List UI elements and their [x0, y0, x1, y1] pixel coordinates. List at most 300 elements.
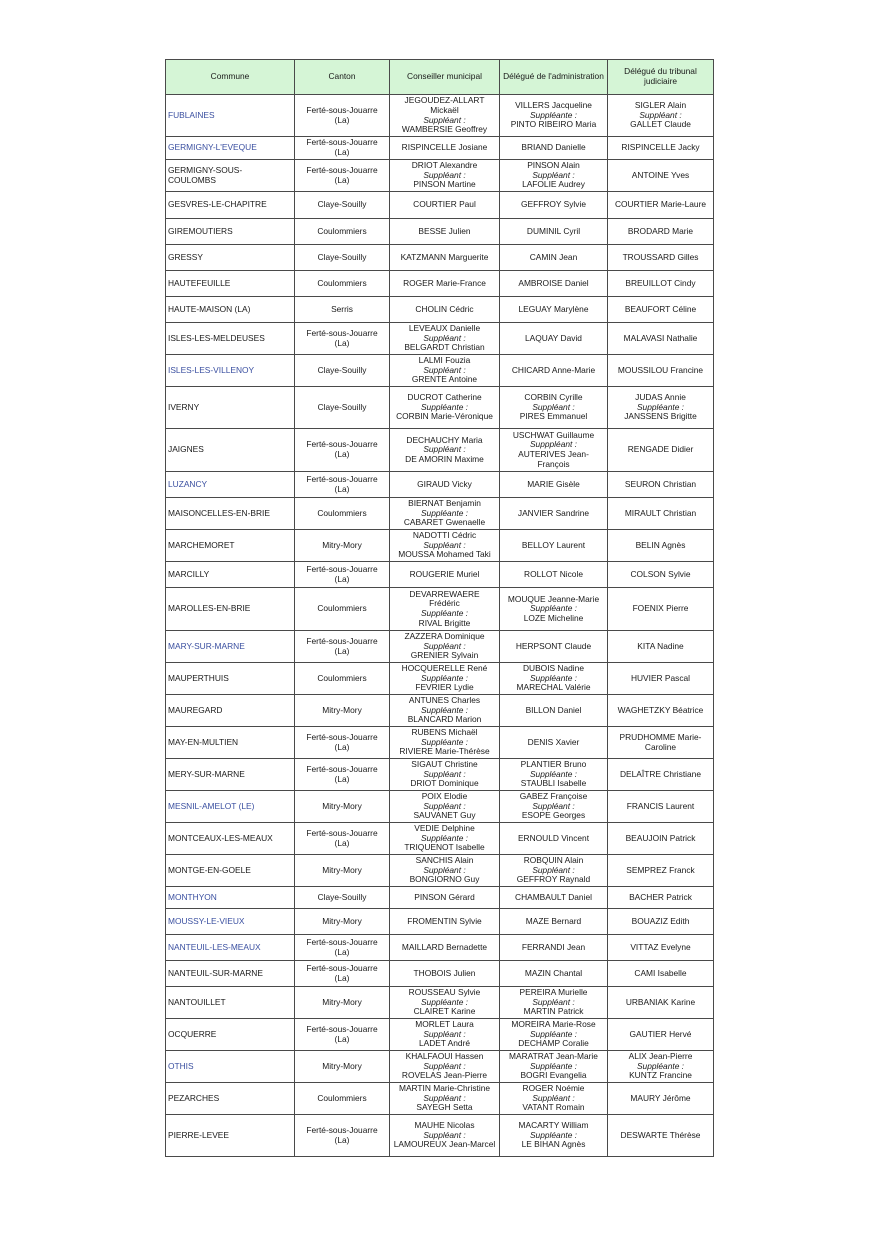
- cell-canton: [295, 219, 390, 245]
- cell-conseiller-line: TRIQUENOT Isabelle: [404, 842, 485, 853]
- cell-canton-line: Ferté-sous-Jouarre: [306, 137, 378, 148]
- cell-delegue-administration: [500, 95, 608, 137]
- cell-delegue-administration: [500, 823, 608, 855]
- table-row: [166, 663, 714, 695]
- cell-canton: [295, 355, 390, 387]
- cell-commune-line: MARCHEMORET: [168, 539, 235, 550]
- cell-canton-line: Ferté-sous-Jouarre: [306, 563, 378, 574]
- cell-delegue-tribunal-line: COURTIER Marie-Laure: [614, 199, 707, 210]
- cell-canton-line: Coulommiers: [317, 1092, 367, 1103]
- cell-canton-line: Ferté-sous-Jouarre: [306, 473, 378, 484]
- cell-conseiller: [390, 1115, 500, 1157]
- cell-conseiller: [390, 909, 500, 935]
- cell-canton: [295, 245, 390, 271]
- cell-canton-line: Coulommiers: [317, 672, 367, 683]
- cell-commune-line: LUZANCY: [168, 478, 208, 489]
- cell-canton-line: Mitry-Mory: [322, 915, 362, 926]
- cell-delegue-administration-line: ROGER Noémie: [522, 1083, 585, 1094]
- cell-conseiller: [390, 387, 500, 429]
- cell-delegue-administration-line: MACARTY William: [518, 1120, 589, 1131]
- cell-conseiller: [390, 95, 500, 137]
- header-conseiller: Conseiller municipal: [390, 60, 500, 95]
- cell-commune: [166, 1115, 295, 1157]
- cell-conseiller: [390, 323, 500, 355]
- cell-commune-line: MAROLLES-EN-BRIE: [168, 603, 251, 614]
- cell-delegue-tribunal: [608, 160, 714, 192]
- cell-delegue-tribunal: [608, 727, 714, 759]
- cell-commune-line: MONTGE-EN-GOELE: [168, 864, 251, 875]
- cell-delegue-tribunal-line: JANSSENS Brigitte: [624, 411, 697, 422]
- cell-delegue-administration-line: MAZIN Chantal: [524, 967, 583, 978]
- cell-conseiller-line: MAUHE Nicolas: [414, 1120, 475, 1131]
- cell-conseiller: [390, 631, 500, 663]
- cell-canton-line: Ferté-sous-Jouarre: [306, 962, 378, 973]
- cell-conseiller: [390, 297, 500, 323]
- cell-delegue-administration-line: ROBQUIN Alain: [523, 855, 584, 866]
- cell-delegue-administration: [500, 498, 608, 530]
- cell-commune[interactable]: [166, 95, 295, 137]
- cell-conseiller-line: Suppléante :: [420, 996, 469, 1007]
- cell-delegue-tribunal-line: Suppléante :: [636, 401, 685, 412]
- cell-commune: [166, 387, 295, 429]
- cell-delegue-tribunal: [608, 323, 714, 355]
- cell-conseiller: [390, 791, 500, 823]
- cell-delegue-administration-line: Suppléante :: [529, 109, 578, 120]
- cell-canton-line: Ferté-sous-Jouarre: [306, 1124, 378, 1135]
- table-row: [166, 823, 714, 855]
- cell-conseiller-line: Suppléant :: [423, 1129, 466, 1140]
- cell-delegue-administration-line: Suppléante :: [529, 672, 578, 683]
- cell-canton: [295, 472, 390, 498]
- cell-delegue-tribunal-line: BELIN Agnès: [635, 539, 686, 550]
- cell-delegue-tribunal: [608, 663, 714, 695]
- cell-conseiller: [390, 355, 500, 387]
- cell-delegue-administration-line: FERRANDI Jean: [521, 941, 586, 952]
- cell-commune-line: GERMIGNY-L'EVEQUE: [168, 142, 257, 153]
- cell-conseiller-line: SIGAUT Christine: [411, 759, 478, 770]
- cell-delegue-administration-line: STAUBLI Isabelle: [520, 778, 587, 789]
- header-canton: Canton: [295, 60, 390, 95]
- cell-conseiller-line: LAMOUREUX Jean-Marcel: [393, 1139, 496, 1150]
- cell-delegue-administration: [500, 791, 608, 823]
- cell-conseiller-line: Suppléante :: [420, 608, 469, 618]
- cell-delegue-administration-line: DUBOIS Nadine: [523, 663, 584, 674]
- cell-delegue-tribunal: [608, 562, 714, 588]
- cell-delegue-administration: [500, 245, 608, 271]
- cell-delegue-tribunal-line: SIGLER Alain: [634, 100, 687, 111]
- cell-delegue-administration: [500, 663, 608, 695]
- cell-commune-line: MAISONCELLES-EN-BRIE: [168, 507, 270, 518]
- cell-conseiller-line: LALMI Fouzia: [418, 355, 471, 366]
- cell-delegue-tribunal-line: SEURON Christian: [624, 478, 697, 489]
- table-row: [166, 387, 714, 429]
- cell-delegue-administration-line: BELLOY Laurent: [521, 539, 586, 550]
- cell-delegue-tribunal-line: SEMPREZ Franck: [626, 864, 695, 875]
- cell-delegue-tribunal: [608, 271, 714, 297]
- cell-delegue-administration-line: CAMIN Jean: [529, 251, 578, 262]
- cell-commune-line: MARCILLY: [168, 568, 210, 579]
- table-row: [166, 855, 714, 887]
- cell-delegue-tribunal-line: RENGADE Didier: [627, 444, 694, 455]
- cell-conseiller-line: RISPINCELLE Josiane: [401, 142, 488, 153]
- cell-delegue-administration: [500, 631, 608, 663]
- cell-delegue-administration-line: MARECHAL Valérie: [516, 682, 591, 693]
- table-row: [166, 137, 714, 160]
- cell-delegue-administration: [500, 429, 608, 472]
- cell-conseiller-line: DE AMORIN Maxime: [405, 453, 484, 464]
- cell-delegue-administration-line: François: [537, 458, 570, 469]
- cell-delegue-tribunal-line: URBANIAK Karine: [625, 996, 696, 1007]
- cell-delegue-administration-line: ROLLOT Nicole: [524, 568, 583, 579]
- cell-commune: [166, 823, 295, 855]
- cell-commune-line: PEZARCHES: [168, 1092, 220, 1103]
- table-row: [166, 271, 714, 297]
- cell-commune[interactable]: [166, 887, 295, 909]
- cell-delegue-tribunal-line: BREUILLOT Cindy: [625, 277, 696, 288]
- cell-delegue-tribunal: [608, 429, 714, 472]
- cell-delegue-administration-line: MOUQUE Jeanne-Marie: [507, 593, 600, 604]
- cell-commune-line: MOUSSY-LE-VIEUX: [168, 915, 245, 926]
- cell-delegue-administration-line: LAFOLIE Audrey: [522, 179, 585, 190]
- cell-delegue-administration: [500, 727, 608, 759]
- cell-conseiller-line: Suppléant :: [423, 1060, 466, 1071]
- table-row: [166, 1115, 714, 1157]
- cell-canton: [295, 137, 390, 160]
- cell-delegue-administration: [500, 387, 608, 429]
- cell-canton-line: (La): [334, 147, 350, 157]
- cell-delegue-tribunal-line: KITA Nadine: [637, 640, 684, 651]
- cell-canton: [295, 887, 390, 909]
- cell-delegue-tribunal: [608, 695, 714, 727]
- cell-commune: [166, 219, 295, 245]
- cell-delegue-administration-line: MAZE Bernard: [525, 915, 582, 926]
- table-row: [166, 987, 714, 1019]
- cell-canton: [295, 160, 390, 192]
- cell-commune[interactable]: [166, 935, 295, 961]
- cell-delegue-tribunal: [608, 219, 714, 245]
- cell-canton: [295, 1115, 390, 1157]
- cell-canton: [295, 192, 390, 219]
- cell-delegue-administration: [500, 961, 608, 987]
- cell-delegue-administration-line: Suppléant :: [532, 800, 575, 811]
- cell-delegue-administration: [500, 1019, 608, 1051]
- cell-conseiller-line: RIVIERE Marie-Thérèse: [399, 746, 490, 757]
- cell-conseiller-line: Suppléante :: [420, 736, 469, 747]
- cell-delegue-tribunal-line: ALIX Jean-Pierre: [628, 1051, 693, 1062]
- cell-delegue-administration-line: DECHAMP Coralie: [518, 1038, 589, 1049]
- cell-conseiller-line: Suppléant :: [423, 332, 466, 343]
- cell-delegue-tribunal: [608, 909, 714, 935]
- cell-canton-line: Ferté-sous-Jouarre: [306, 827, 378, 838]
- cell-conseiller-line: Suppléant :: [423, 864, 466, 875]
- cell-commune-line: MAY-EN-MULTIEN: [168, 736, 239, 747]
- cell-canton-line: Claye-Souilly: [317, 199, 367, 210]
- cell-conseiller: [390, 855, 500, 887]
- cell-canton: [295, 271, 390, 297]
- cell-delegue-tribunal-line: BEAUJOIN Patrick: [625, 832, 696, 843]
- cell-commune: [166, 855, 295, 887]
- table-row: [166, 791, 714, 823]
- cell-delegue-administration: [500, 192, 608, 219]
- cell-conseiller: [390, 245, 500, 271]
- cell-canton-line: (La): [334, 483, 350, 494]
- cell-delegue-administration-line: LAQUAY David: [525, 332, 582, 343]
- cell-canton: [295, 987, 390, 1019]
- cell-conseiller: [390, 472, 500, 498]
- cell-delegue-administration: [500, 695, 608, 727]
- cell-delegue-tribunal-line: CAMI Isabelle: [634, 967, 687, 978]
- cell-delegue-administration-line: GEFFROY Sylvie: [521, 199, 586, 210]
- cell-commune-line: GIREMOUTIERS: [168, 225, 233, 236]
- cell-conseiller: [390, 530, 500, 562]
- cell-commune-line: MONTHYON: [168, 891, 217, 902]
- cell-conseiller-line: PINSON Gérard: [414, 891, 475, 902]
- table-row: [166, 429, 714, 472]
- cell-delegue-tribunal-line: MAURY Jérôme: [630, 1092, 691, 1103]
- cell-conseiller-line: BESSE Julien: [418, 225, 471, 236]
- cell-commune[interactable]: [166, 909, 295, 935]
- cell-delegue-administration: [500, 355, 608, 387]
- cell-conseiller-line: LEVEAUX Danielle: [408, 323, 481, 334]
- cell-conseiller-line: Suppléant :: [423, 1028, 466, 1039]
- cell-commune: [166, 297, 295, 323]
- cell-canton-line: Mitry-Mory: [322, 996, 362, 1007]
- cell-conseiller-line: Suppléante :: [420, 832, 469, 843]
- cell-commune[interactable]: [166, 791, 295, 823]
- cell-delegue-administration-line: USCHWAT Guillaume: [512, 429, 595, 440]
- cell-delegue-tribunal-line: Suppléant :: [639, 109, 682, 120]
- cell-conseiller-line: Suppléante :: [420, 401, 469, 412]
- cell-canton: [295, 855, 390, 887]
- cell-canton-line: Mitry-Mory: [322, 800, 362, 811]
- cell-commune[interactable]: [166, 472, 295, 498]
- cell-conseiller-line: Suppléant :: [423, 800, 466, 811]
- cell-conseiller-line: SANCHIS Alain: [415, 855, 474, 866]
- cell-canton-line: (La): [334, 449, 350, 459]
- cell-canton: [295, 387, 390, 429]
- cell-canton: [295, 1051, 390, 1083]
- table-row: [166, 1083, 714, 1115]
- table-row: [166, 759, 714, 791]
- cell-conseiller-line: JEGOUDEZ-ALLART: [404, 95, 485, 106]
- table-row: [166, 727, 714, 759]
- cell-delegue-tribunal-line: MALAVASI Nathalie: [623, 332, 698, 343]
- cell-conseiller-line: BLANCARD Marion: [407, 714, 482, 725]
- table-row: [166, 695, 714, 727]
- cell-canton-line: Coulommiers: [317, 507, 367, 518]
- cell-conseiller-line: Suppléant :: [423, 364, 466, 375]
- cell-delegue-tribunal: [608, 192, 714, 219]
- cell-delegue-administration-line: JANVIER Sandrine: [517, 507, 590, 518]
- cell-delegue-administration-line: ERNOULD Vincent: [517, 832, 590, 843]
- cell-canton-line: Coulommiers: [317, 225, 367, 236]
- cell-canton: [295, 791, 390, 823]
- cell-delegue-tribunal: [608, 355, 714, 387]
- cell-conseiller: [390, 759, 500, 791]
- cell-conseiller-line: FEVRIER Lydie: [415, 682, 474, 693]
- cell-canton-line: (La): [334, 174, 350, 185]
- cell-delegue-administration-line: GABEZ Françoise: [519, 791, 588, 802]
- cell-commune[interactable]: [166, 631, 295, 663]
- cell-delegue-administration: [500, 588, 608, 631]
- cell-delegue-tribunal: [608, 245, 714, 271]
- cell-delegue-tribunal: [608, 1051, 714, 1083]
- cell-delegue-tribunal: [608, 823, 714, 855]
- cell-delegue-administration-line: Suppléante :: [529, 768, 578, 779]
- cell-conseiller-line: ROUGERIE Muriel: [409, 568, 480, 579]
- cell-commune[interactable]: [166, 1051, 295, 1083]
- cell-commune: [166, 429, 295, 472]
- cell-commune-line: MARY-SUR-MARNE: [168, 640, 245, 651]
- cell-delegue-administration-line: PINSON Alain: [527, 160, 580, 171]
- cell-canton-line: (La): [334, 773, 350, 784]
- cell-delegue-tribunal: [608, 1019, 714, 1051]
- cell-commune-line: FUBLAINES: [168, 109, 215, 120]
- cell-delegue-administration-line: Suppléant :: [532, 996, 575, 1007]
- cell-conseiller-line: DEVARREWAERE: [409, 588, 480, 599]
- cell-delegue-tribunal: [608, 759, 714, 791]
- cell-delegue-administration: [500, 472, 608, 498]
- cell-conseiller-line: COURTIER Paul: [413, 199, 476, 210]
- cell-delegue-tribunal: [608, 1083, 714, 1115]
- cell-conseiller-line: RIVAL Brigitte: [418, 617, 471, 628]
- cell-delegue-tribunal-line: FRANCIS Laurent: [626, 800, 695, 811]
- cell-conseiller-line: FROMENTIN Sylvie: [407, 915, 482, 926]
- cell-conseiller-line: THOBOIS Julien: [413, 967, 476, 978]
- cell-delegue-tribunal: [608, 530, 714, 562]
- cell-delegue-tribunal-line: VITTAZ Evelyne: [630, 941, 691, 952]
- table-row: [166, 631, 714, 663]
- cell-canton: [295, 727, 390, 759]
- cell-delegue-tribunal-line: TROUSSARD Gilles: [622, 251, 699, 262]
- cell-canton: [295, 530, 390, 562]
- cell-commune: [166, 727, 295, 759]
- cell-conseiller-line: Suppléant :: [423, 539, 466, 550]
- cell-canton: [295, 961, 390, 987]
- cell-canton: [295, 429, 390, 472]
- cell-delegue-administration-line: Suppléante :: [529, 603, 578, 614]
- cell-conseiller-line: NADOTTI Cédric: [412, 530, 477, 541]
- cell-commune[interactable]: [166, 355, 295, 387]
- cell-conseiller-line: BIERNAT Benjamin: [408, 498, 481, 509]
- cell-commune-line: GRESSY: [168, 251, 203, 262]
- cell-delegue-administration-line: MARTIN Patrick: [523, 1006, 584, 1017]
- cell-conseiller: [390, 695, 500, 727]
- cell-conseiller-line: Suppléante :: [420, 704, 469, 715]
- cell-delegue-administration-line: BILLON Daniel: [525, 704, 582, 715]
- cell-delegue-tribunal-line: BOUAZIZ Edith: [631, 915, 690, 926]
- table-row: [166, 297, 714, 323]
- cell-commune[interactable]: [166, 137, 295, 160]
- cell-conseiller-line: GRENTE Antoine: [411, 374, 478, 385]
- cell-delegue-administration-line: ESOPE Georges: [521, 810, 586, 821]
- cell-conseiller-line: Suppléant :: [423, 169, 466, 180]
- cell-commune-line: NANTEUIL-SUR-MARNE: [168, 967, 263, 978]
- cell-canton: [295, 498, 390, 530]
- cell-delegue-administration-line: Suppléant :: [532, 1092, 575, 1103]
- cell-delegue-administration-line: LE BIHAN Agnès: [521, 1139, 586, 1150]
- cell-delegue-tribunal-line: GALLET Claude: [630, 119, 691, 130]
- cell-commune-line: JAIGNES: [168, 444, 204, 455]
- cell-delegue-administration-line: AMBROISE Daniel: [518, 277, 589, 288]
- cell-delegue-tribunal-line: GAUTIER Hervé: [629, 1028, 692, 1039]
- delegates-sheet: [165, 59, 713, 1157]
- cell-delegue-tribunal: [608, 855, 714, 887]
- cell-delegue-administration-line: Suppléant :: [532, 864, 575, 875]
- cell-canton: [295, 95, 390, 137]
- cell-delegue-tribunal: [608, 791, 714, 823]
- cell-canton: [295, 297, 390, 323]
- cell-delegue-administration-line: MOREIRA Marie-Rose: [511, 1019, 596, 1030]
- cell-commune: [166, 987, 295, 1019]
- cell-commune-line: PIERRE-LEVEE: [168, 1129, 229, 1140]
- cell-conseiller-line: SAYEGH Setta: [416, 1102, 473, 1113]
- cell-canton-line: Ferté-sous-Jouarre: [306, 731, 378, 742]
- cell-commune-line: MONTCEAUX-LES-MEAUX: [168, 832, 273, 843]
- cell-canton: [295, 323, 390, 355]
- cell-commune: [166, 1083, 295, 1115]
- cell-commune: [166, 160, 295, 192]
- cell-delegue-tribunal-line: JUDAS Annie: [635, 392, 686, 403]
- cell-delegue-tribunal-line: ANTOINE Yves: [631, 169, 690, 180]
- cell-commune-line: NANTEUIL-LES-MEAUX: [168, 941, 261, 952]
- cell-conseiller-line: Suppléant :: [423, 444, 466, 455]
- cell-conseiller-line: DECHAUCHY Maria: [406, 434, 483, 445]
- cell-delegue-administration: [500, 1115, 608, 1157]
- cell-canton-line: (La): [334, 1134, 350, 1145]
- cell-canton-line: Mitry-Mory: [322, 704, 362, 715]
- cell-canton: [295, 909, 390, 935]
- cell-delegue-administration-line: Suppléante :: [529, 1028, 578, 1039]
- cell-canton-line: Mitry-Mory: [322, 539, 362, 550]
- cell-canton-line: Ferté-sous-Jouarre: [306, 327, 378, 338]
- cell-canton-line: Claye-Souilly: [317, 891, 367, 902]
- cell-conseiller: [390, 219, 500, 245]
- cell-conseiller: [390, 192, 500, 219]
- cell-conseiller: [390, 498, 500, 530]
- cell-delegue-administration-line: Suppléante :: [529, 1060, 578, 1071]
- cell-conseiller: [390, 727, 500, 759]
- cell-delegue-administration: [500, 759, 608, 791]
- cell-canton: [295, 631, 390, 663]
- cell-delegue-tribunal-line: FOENIX Pierre: [632, 603, 689, 614]
- cell-delegue-administration-line: VILLERS Jacqueline: [515, 100, 592, 111]
- cell-conseiller-line: Mickaël: [430, 104, 459, 115]
- cell-commune: [166, 498, 295, 530]
- cell-canton-line: Mitry-Mory: [322, 864, 362, 875]
- cell-conseiller: [390, 1083, 500, 1115]
- cell-conseiller-line: MORLET Laura: [415, 1019, 474, 1030]
- cell-commune-line: COULOMBS: [168, 174, 216, 185]
- cell-conseiller: [390, 887, 500, 909]
- cell-commune-line: OCQUERRE: [168, 1028, 217, 1039]
- cell-commune: [166, 663, 295, 695]
- cell-delegue-tribunal: [608, 472, 714, 498]
- cell-delegue-administration: [500, 887, 608, 909]
- cell-conseiller-line: ROUSSEAU Sylvie: [408, 987, 481, 998]
- cell-delegue-administration: [500, 160, 608, 192]
- cell-conseiller: [390, 588, 500, 631]
- cell-conseiller-line: BONGIORNO Guy: [409, 874, 480, 885]
- cell-delegue-administration-line: DENIS Xavier: [527, 736, 580, 747]
- cell-conseiller-line: DRIOT Dominique: [410, 778, 479, 789]
- table-row: [166, 887, 714, 909]
- cell-canton-line: Serris: [331, 303, 353, 314]
- cell-conseiller-line: PINSON Martine: [413, 179, 476, 190]
- cell-delegue-tribunal: [608, 297, 714, 323]
- cell-commune: [166, 1019, 295, 1051]
- cell-conseiller-line: Suppléante :: [420, 507, 469, 518]
